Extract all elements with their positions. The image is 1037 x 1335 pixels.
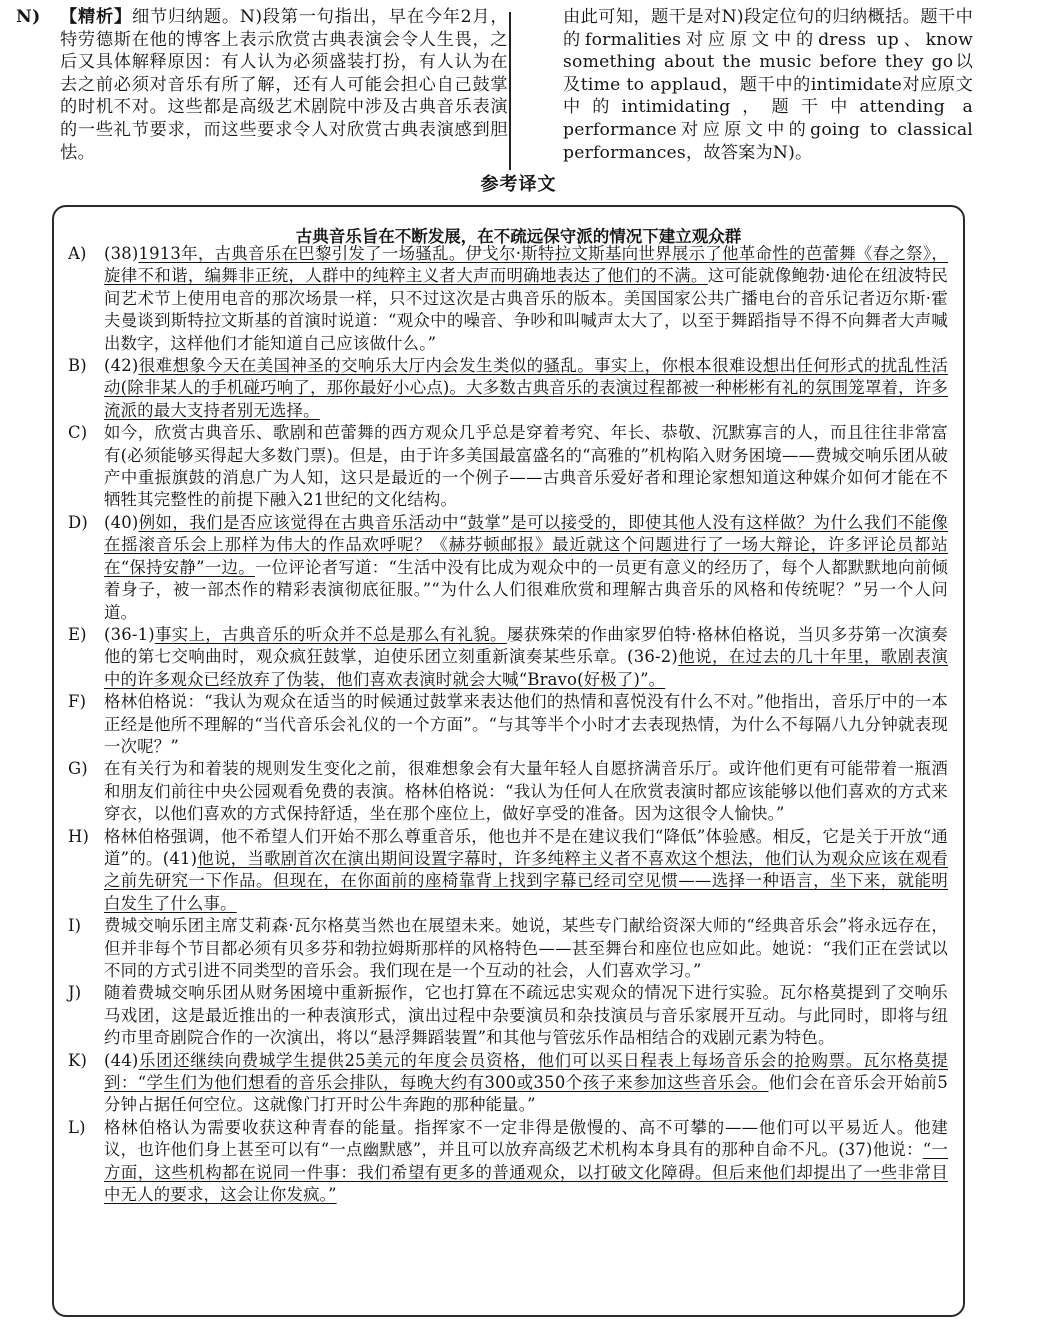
paragraph-text: 他们会在音乐会开始前5分钟占据任何空位。这就像门打开时公牛奔跑的那种能量。”	[104, 1073, 948, 1115]
paragraph-label: K)	[68, 1050, 88, 1070]
underlined-text: 很难想象今天在美国神圣的交响乐大厅内会发生类似的骚乱。事实上，你根本很难设想出任何形式的扰乱性活动(除非某人的手机碰巧响了，那你最好小心点)。大多数古典音乐的表演过程都被一种彬彬有礼的氛围笼罩着，许多流派的最大支持者别无选择。	[104, 356, 948, 420]
translation-paragraph	[68, 624, 948, 691]
translation-paragraph	[68, 243, 948, 355]
paragraph-text: 格林伯格强调，他不希望人们开始不那么尊重音乐，他也并不是在建议我们“降低”体验感。相反，它是关于开放“通道”的。(41)	[104, 826, 948, 868]
paragraph-label: J)	[68, 983, 82, 1003]
analysis-tag: 【精析】	[60, 7, 132, 27]
analysis-left-column	[18, 6, 508, 164]
paragraph-text: 如今，欣赏古典音乐、歌剧和芭蕾舞的西方观众几乎总是穿着考究、年长、恭敬、沉默寡言的人，而且往往非常富有(必须能够买得起大多数门票)。但是，由于许多美国最富盛名的“高雅的”机构陷入财务困境——费城交响乐团从破产中重振旗鼓的消息广为人知，这只是最近的一个例子——古典音乐爱好者和理论家想知道这种媒介如何才能在不牺牲其完整性的前提下融入21世纪的文化结构。	[104, 423, 948, 510]
paragraph-label: G)	[68, 759, 88, 779]
analysis-left-text: 细节归纳题。N)段第一句指出，早在今年2月，特劳德斯在他的博客上表示欣赏古典表演会令人生畏，之后又具体解释原因：有人认为必须盛装打扮，有人认为在去之前必须对音乐有所了解，还有人可能会担心自己鼓掌的时机不对。这些都是高级艺术剧院中涉及古典音乐表演的一些礼节要求，而这些要求令人对欣赏古典表演感到胆怯。	[60, 7, 508, 163]
paragraph-text: 费城交响乐团主席艾莉森·瓦尔格莫当然也在展望未来。她说，某些专门献给资深大师的“经典音乐会”将永远存在，但并非每个节目都必须有贝多芬和勃拉姆斯那样的风格特色——甚至舞台和座位也应如此。她说：“我们正在尝试以不同的方式引进不同类型的音乐会。我们现在是一个互动的社会，人们喜欢学习。”	[104, 916, 948, 980]
section-heading: 参考译文	[480, 174, 557, 195]
translation-paragraph	[68, 355, 948, 422]
underlined-text: 他说，在过去的几十年里，歌剧表演中的许多观众已经放弃了伪装，他们喜欢表演时就会大喊“Bravo(好极了)”。	[104, 647, 949, 689]
paragraph-label: E)	[68, 624, 87, 644]
translation-paragraph	[68, 915, 948, 982]
translation-paragraphs	[68, 243, 948, 1206]
analysis-left-text-block	[18, 6, 508, 164]
analysis-right-column	[563, 6, 973, 164]
paragraph-label: I)	[68, 916, 82, 936]
analysis-label: N)	[16, 7, 41, 27]
translation-paragraph	[68, 982, 948, 1049]
paragraph-text: 一位评论者写道：“生活中没有比成为观众中的一员更有意义的经历了，每个人都默默地向前倾着身子，被一部杰作的精彩表演彻底征服。”“为什么人们很难欣赏和理解古典音乐的风格和传统呢？”另一个人问道。	[104, 557, 949, 622]
paragraph-text: (38)	[104, 244, 139, 263]
underlined-text: 例如，我们是否应该觉得在古典音乐活动中“鼓掌”是可以接受的，即使其他人没有这样做？为什么我们不能像在摇滚音乐会上那样为伟大的作品欢呼呢？《赫芬顿邮报》最近就这个问题进行了一场大辩论，许多评论员都站在“保持安静”一边。	[104, 512, 948, 577]
translation-paragraph	[68, 1050, 948, 1117]
paragraph-label: A)	[68, 244, 87, 263]
translation-paragraph	[68, 1117, 948, 1207]
paragraph-label: H)	[68, 826, 90, 846]
paragraph-text: 格林伯格认为需要收获这种青春的能量。指挥家不一定非得是傲慢的、高不可攀的——他们可以平易近人。他建议，也许他们身上甚至可以有“一点幽默感”，并且可以放弃高级艺术机构本身具有的那种自命不凡。(37)他说：	[104, 1117, 948, 1160]
paragraph-text: (44)	[104, 1050, 139, 1070]
underlined-text: 他说，当歌剧首次在演出期间设置字幕时，许多纯粹主义者不喜欢这个想法，他们认为观众应该在观看之前先研究一下作品。但现在，在你面前的座椅靠背上找到字幕已经司空见惯——选择一种语言，坐下来，就能明白发生了什么事。	[104, 848, 949, 913]
paragraph-text: (36-1)	[104, 624, 155, 644]
analysis-right-text: 由此可知，题干是对N)段定位句的归纳概括。题干中的formalities对应原文中的dress up、know something about the music before they go以及time to applaud，题干中的intimidate对应原文中的intimidating，题干中attending a performance对应原文中的going to classical performances，故答案为N)。	[563, 7, 973, 163]
analysis-section	[18, 6, 1018, 166]
paragraph-text: 格林伯格说：“我认为观众在适当的时候通过鼓掌来表达他们的热情和喜悦没有什么不对。”他指出，音乐厅中的一本正经是他所不理解的“当代音乐会礼仪的一个方面”。“与其等半个小时才去表现热情，为什么不每隔八九分钟就表现一次呢？”	[104, 692, 948, 756]
translation-paragraph	[68, 512, 948, 624]
paragraph-text: 屡获殊荣的作曲家罗伯特·格林伯格说，当贝多芬第一次演奏他的第七交响曲时，观众疯狂鼓掌，迫使乐团立刻重新演奏某些乐章。(36-2)	[104, 624, 948, 667]
underlined-text: 事实上，古典音乐的听众并不总是那么有礼貌。	[154, 624, 507, 644]
paragraph-text: 在有关行为和着装的规则发生变化之前，很难想象会有大量年轻人自愿挤满音乐厅。或许他们更有可能带着一瓶酒和朋友们前往中央公园观看免费的表演。格林伯格说：“我认为任何人在欣赏表演时都应该能够以他们喜欢的方式来穿衣，以他们喜欢的方式保持舒适，坐在那个座位上，做好享受的准备。因为这很令人愉快。”	[104, 759, 948, 824]
paragraph-text: 这可能就像鲍勃·迪伦在纽波特民间艺术节上使用电音的那次场景一样，只不过这次是古典音乐的版本。美国国家公共广播电台的音乐记者迈尔斯·霍夫曼谈到斯特拉文斯基的首演时说道：“观众中的噪音、争吵和叫喊声太大了，以至于舞蹈指导不得不向舞者大声喊出数字，这样他们才能知道自己应该做什么。”	[104, 266, 948, 353]
paragraph-text: (40)	[104, 512, 139, 532]
translation-paragraph	[68, 826, 948, 916]
paragraph-label: D)	[68, 512, 88, 532]
translation-paragraph	[68, 422, 948, 512]
paragraph-label: F)	[68, 692, 87, 712]
underlined-text: “一方面，这些机构都在说同一件事：我们希望有更多的普通观众，以打破文化障碍。但后来他们却提出了一些非常目中无人的要求，这会让你发疯。”	[104, 1140, 949, 1205]
underlined-text: 1913年，古典音乐在巴黎引发了一场骚乱。伊戈尔·斯特拉文斯基向世界展示了他革命性的芭蕾舞《春之祭》，旋律不和谐，编舞非正统，人群中的纯粹主义者大声而明确地表达了他们的不满。	[104, 244, 948, 286]
paragraph-text: (42)	[104, 356, 139, 376]
paragraph-label: L)	[68, 1117, 86, 1137]
translation-paragraph	[68, 758, 948, 825]
paragraph-label: B)	[68, 356, 87, 376]
column-divider	[509, 12, 511, 170]
underlined-text: 乐团还继续向费城学生提供25美元的年度会员资格，他们可以买日程表上每场音乐会的抢购票。瓦尔格莫提到：“学生们为他们想看的音乐会排队，每晚大约有300或350个孩子来参加这些音乐会。	[104, 1050, 948, 1093]
paragraph-label: C)	[68, 423, 88, 443]
translation-paragraph	[68, 691, 948, 758]
paragraph-text: 随着费城交响乐团从财务困境中重新振作，它也打算在不疏远忠实观众的情况下进行实验。瓦尔格莫提到了交响乐马戏团，这是最近推出的一种表演形式，演出过程中杂要演员和杂技演员与音乐家展开互动。与此同时，即将与纽约市里奇剧院合作的一次演出，将以“悬浮舞蹈装置”和其他与管弦乐作品相结合的戏剧元素为特色。	[104, 983, 948, 1048]
translation-title: 古典音乐旨在不断发展，在不疏远保守派的情况下建立观众群	[295, 227, 742, 246]
